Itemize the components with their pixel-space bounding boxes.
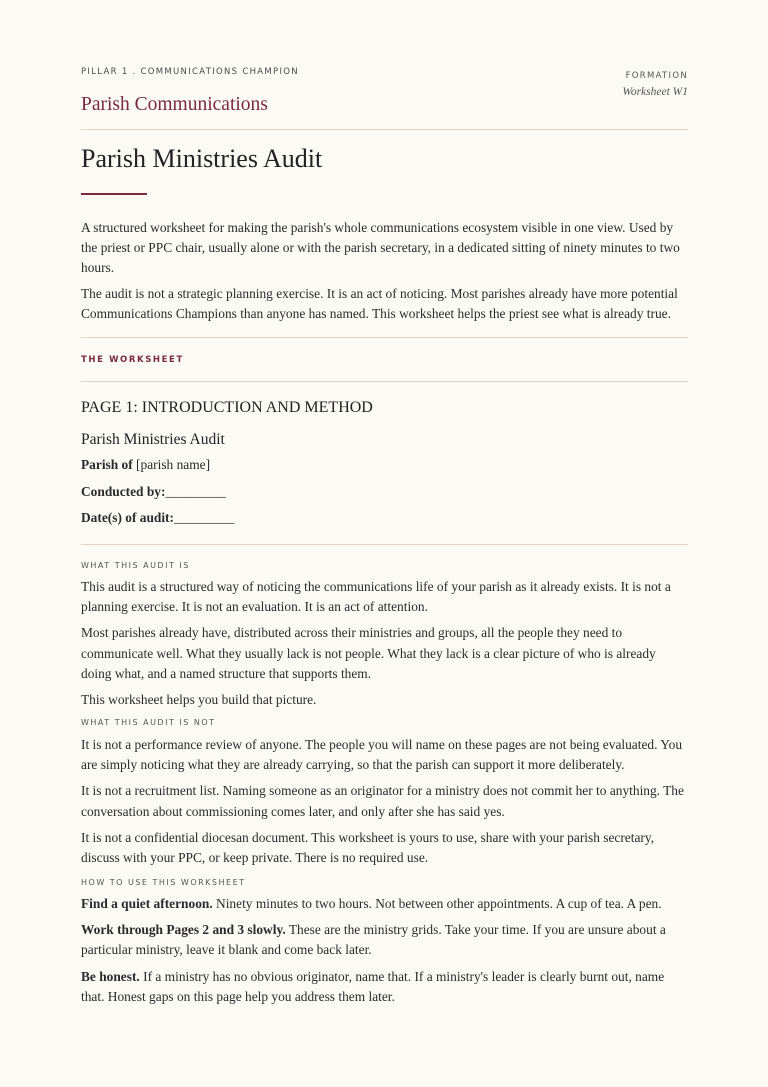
body-paragraph: This worksheet helps you build that picture. bbox=[81, 692, 317, 708]
instruction-item bbox=[81, 920, 688, 960]
what-is-not-label: WHAT THIS AUDIT IS NOT bbox=[81, 718, 216, 727]
worksheet-meta bbox=[622, 71, 688, 98]
audit-dates-field bbox=[81, 510, 234, 526]
intro-paragraph: The audit is not a strategic planning exercise. It is an act of noticing. Most parishes already have more potential Communications Champions than anyone has named. This worksheet helps the priest see what is already true. bbox=[81, 285, 678, 321]
page1-subheading: Parish Ministries Audit bbox=[81, 431, 225, 448]
intro-paragraph: A structured worksheet for making the parish's whole communications ecosystem visible in one view. Used by the priest or PPC chair, usually alone or with the parish secretary, in a dedicated sitting of ninety minutes to two hours. bbox=[81, 220, 680, 276]
body-paragraph: It is not a confidential diocesan document. This worksheet is yours to use, share with your parish secretary, discuss with your PPC, or keep private. There is no required use. bbox=[81, 829, 655, 866]
instruction-text: If a ministry has no obvious originator, name that. If a ministry's leader is clearly burnt out, name that. Honest gaps on this page help you address them later. bbox=[81, 968, 665, 1004]
worksheet-section-label: THE WORKSHEET bbox=[81, 355, 184, 365]
divider bbox=[81, 381, 688, 382]
intro-block bbox=[81, 218, 688, 324]
conducted-by-field bbox=[81, 484, 226, 500]
what-is-not-block bbox=[81, 735, 688, 868]
what-is-label: WHAT THIS AUDIT IS bbox=[81, 561, 190, 570]
category-label: FORMATION bbox=[625, 71, 688, 81]
instruction-lead: Be honest. bbox=[81, 968, 140, 984]
field-label: Conducted by: bbox=[81, 484, 166, 499]
page1-heading: PAGE 1: INTRODUCTION AND METHOD bbox=[81, 399, 373, 416]
how-to-use-label: HOW TO USE THIS WORKSHEET bbox=[81, 878, 246, 887]
instruction-item bbox=[81, 894, 688, 914]
parish-field bbox=[81, 457, 210, 473]
instruction-text: Ninety minutes to two hours. Not between other appointments. A cup of tea. A pen. bbox=[212, 896, 662, 911]
instruction-lead: Work through Pages 2 and 3 slowly. bbox=[81, 922, 286, 938]
field-label: Parish of bbox=[81, 457, 133, 472]
field-value: _________ bbox=[165, 484, 226, 499]
pillar-label: PILLAR 1 . COMMUNICATIONS CHAMPION bbox=[81, 67, 299, 77]
body-paragraph: It is not a performance review of anyone. The people you will name on these pages are not being evaluated. You are simply noticing what they are already carrying, so that the parish can support it more deliberately. bbox=[81, 737, 683, 773]
worksheet-id: Worksheet W1 bbox=[622, 86, 688, 98]
divider bbox=[81, 544, 688, 545]
field-value: [parish name] bbox=[132, 457, 211, 472]
worksheet-page bbox=[81, 0, 688, 1004]
page-title: Parish Ministries Audit bbox=[81, 144, 323, 173]
body-paragraph: This audit is a structured way of noticing the communications life of your parish as it already exists. It is not a planning exercise. It is not an evaluation. It is an act of attention. bbox=[81, 579, 671, 615]
body-paragraph: It is not a recruitment list. Naming someone as an originator for a ministry does not commit her to anything. The conversation about commissioning comes later, and only after she has said yes. bbox=[81, 783, 684, 819]
instruction-item bbox=[81, 967, 688, 1007]
field-value: _________ bbox=[173, 510, 235, 525]
body-paragraph: Most parishes already have, distributed across their ministries and groups, all the people they need to communicate well. What they usually lack is not people. What they lack is a clear picture of who is already doing what, and a named structure that supports them. bbox=[81, 625, 656, 681]
field-label: Date(s) of audit: bbox=[81, 510, 174, 525]
divider bbox=[81, 337, 688, 338]
instruction-text: These are the ministry grids. Take your time. If you are unsure about a particular ministry, leave it blank and come back later. bbox=[81, 922, 666, 958]
instruction-lead: Find a quiet afternoon. bbox=[81, 896, 213, 911]
what-is-block bbox=[81, 577, 688, 710]
brand-title: Parish Communications bbox=[81, 94, 268, 115]
title-underline bbox=[81, 193, 147, 195]
page-header bbox=[81, 0, 688, 130]
how-to-use-block bbox=[81, 894, 688, 1007]
